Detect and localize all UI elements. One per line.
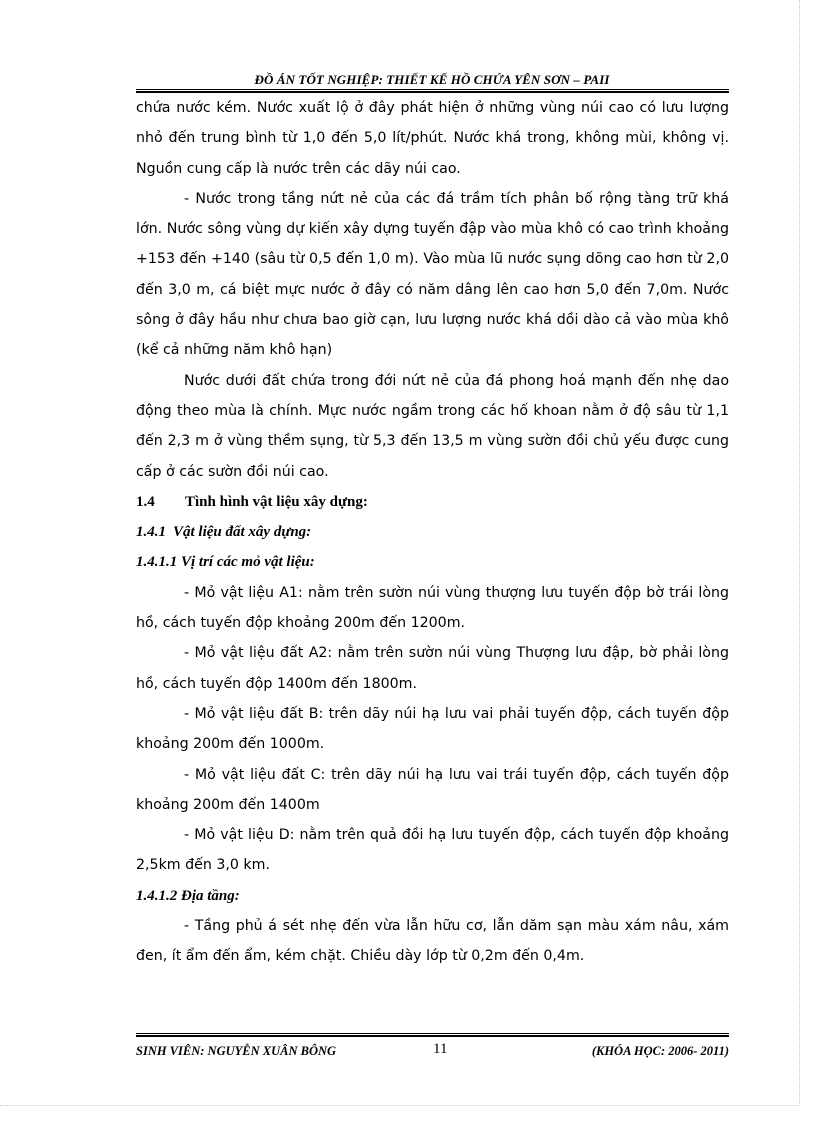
section-heading-1-4-1: [136, 517, 729, 547]
paragraph-strata-1: - Tầng phủ á sét nhẹ đến vừa lẫn hữu cơ, lẫn dăm sạn màu xám nâu, xám đen, ít ẩm đến ẩm, kém chặt. Chiều dày lớp từ 0,2m đến 0,4m.: [136, 918, 729, 965]
list-item-mine-a2: - Mỏ vật liệu đất A2: nằm trên sườn núi vùng Thượng lưu đập, bờ phải lòng hồ, cách tuyến độp 1400m đến 1800m.: [136, 645, 729, 692]
section-number: 1.4: [136, 493, 155, 510]
paragraph-groundwater-continued: chứa nước kém. Nước xuất lộ ở đây phát hiện ở những vùng núi cao có lưu lượng nhỏ đến trung bình từ 1,0 đến 5,0 lít/phút. Nước khá trong, không mùi, không vị. Nguồn cung cấp là nước trên các dãy núi cao.: [136, 100, 729, 177]
section-heading-1-4-1-1: 1.4.1.1 Vị trí các mỏ vật liệu:: [136, 554, 315, 571]
section-title: Tình hình vật liệu xây dựng:: [185, 493, 368, 510]
list-item-mine-b: - Mỏ vật liệu đất B: trên dãy núi hạ lưu vai phải tuyến độp, cách tuyến độp khoảng 200m đến 1000m.: [136, 705, 729, 753]
paragraph-fractured-rock-water: - Nước trong tầng nứt nẻ của các đá trầm tích phân bố rộng tàng trữ khá lớn. Nước sông vùng dự kiến xây dựng tuyến đập vào mùa khô có cao trình khoảng +153 đến +140 (sâu từ 0,5 đến 1,0 m). Vào mùa lũ nước sụng dõng cao hơn từ 2,0 đến 3,0 m, cá biệt mực nước ở đây có năm dâng lên cao hơn 5,0 đến 7,0m. Nước sông ở đây hầu như chưa bao giờ cạn, lưu lượng nước khá dồi dào cả vào mùa khô (kể cả những năm khô hạn): [136, 190, 729, 359]
list-item-mine-c: - Mỏ vật liệu đất C: trên dãy núi hạ lưu vai trái tuyến độp, cách tuyến độp khoảng 200m đến 1400m: [136, 766, 729, 813]
document-body: [136, 93, 729, 972]
page-number: 11: [433, 1041, 448, 1057]
paragraph-underground-water: Nước dưới đất chứa trong đới nứt nẻ của đá phong hoá mạnh đến nhẹ dao động theo mùa là chính. Mực nước ngầm trong các hố khoan nằm ở độ sâu từ 1,1 đến 2,3 m ở vùng thềm sụng, từ 5,3 đến 13,5 m vùng sườn đồi chủ yếu được cung cấp ở các sườn đồi núi cao.: [136, 372, 729, 480]
list-item-mine-d: - Mỏ vật liệu D: nằm trên quả đồi hạ lưu tuyến độp, cách tuyến độp khoảng 2,5km đến 3,0 km.: [136, 827, 729, 874]
page-footer: [136, 1041, 729, 1061]
header-rule-thin: [136, 89, 729, 90]
section-title: Vật liệu đất xây dựng:: [173, 524, 312, 541]
footer-course: (KHÓA HỌC: 2006- 2011): [591, 1044, 729, 1058]
section-number: 1.4.1: [136, 524, 166, 541]
section-heading-1-4: [136, 487, 729, 517]
section-heading-1-4-1-2: 1.4.1.2 Địa tầng:: [136, 887, 240, 904]
header-title: ĐỒ ÁN TỐT NGHIỆP: THIẾT KẾ HỒ CHỨA YÊN SƠN – PAII: [254, 72, 610, 87]
footer-rule-thick: [136, 1035, 729, 1037]
list-item-mine-a1: - Mỏ vật liệu A1: nằm trên sườn núi vùng thượng lưu tuyến độp bờ trái lòng hồ, cách tuyến độp khoảng 200m đến 1200m.: [136, 584, 729, 632]
footer-student-name: SINH VIÊN: NGUYỄN XUÂN BÔNG: [136, 1044, 337, 1058]
footer-rule-thin: [136, 1033, 729, 1034]
